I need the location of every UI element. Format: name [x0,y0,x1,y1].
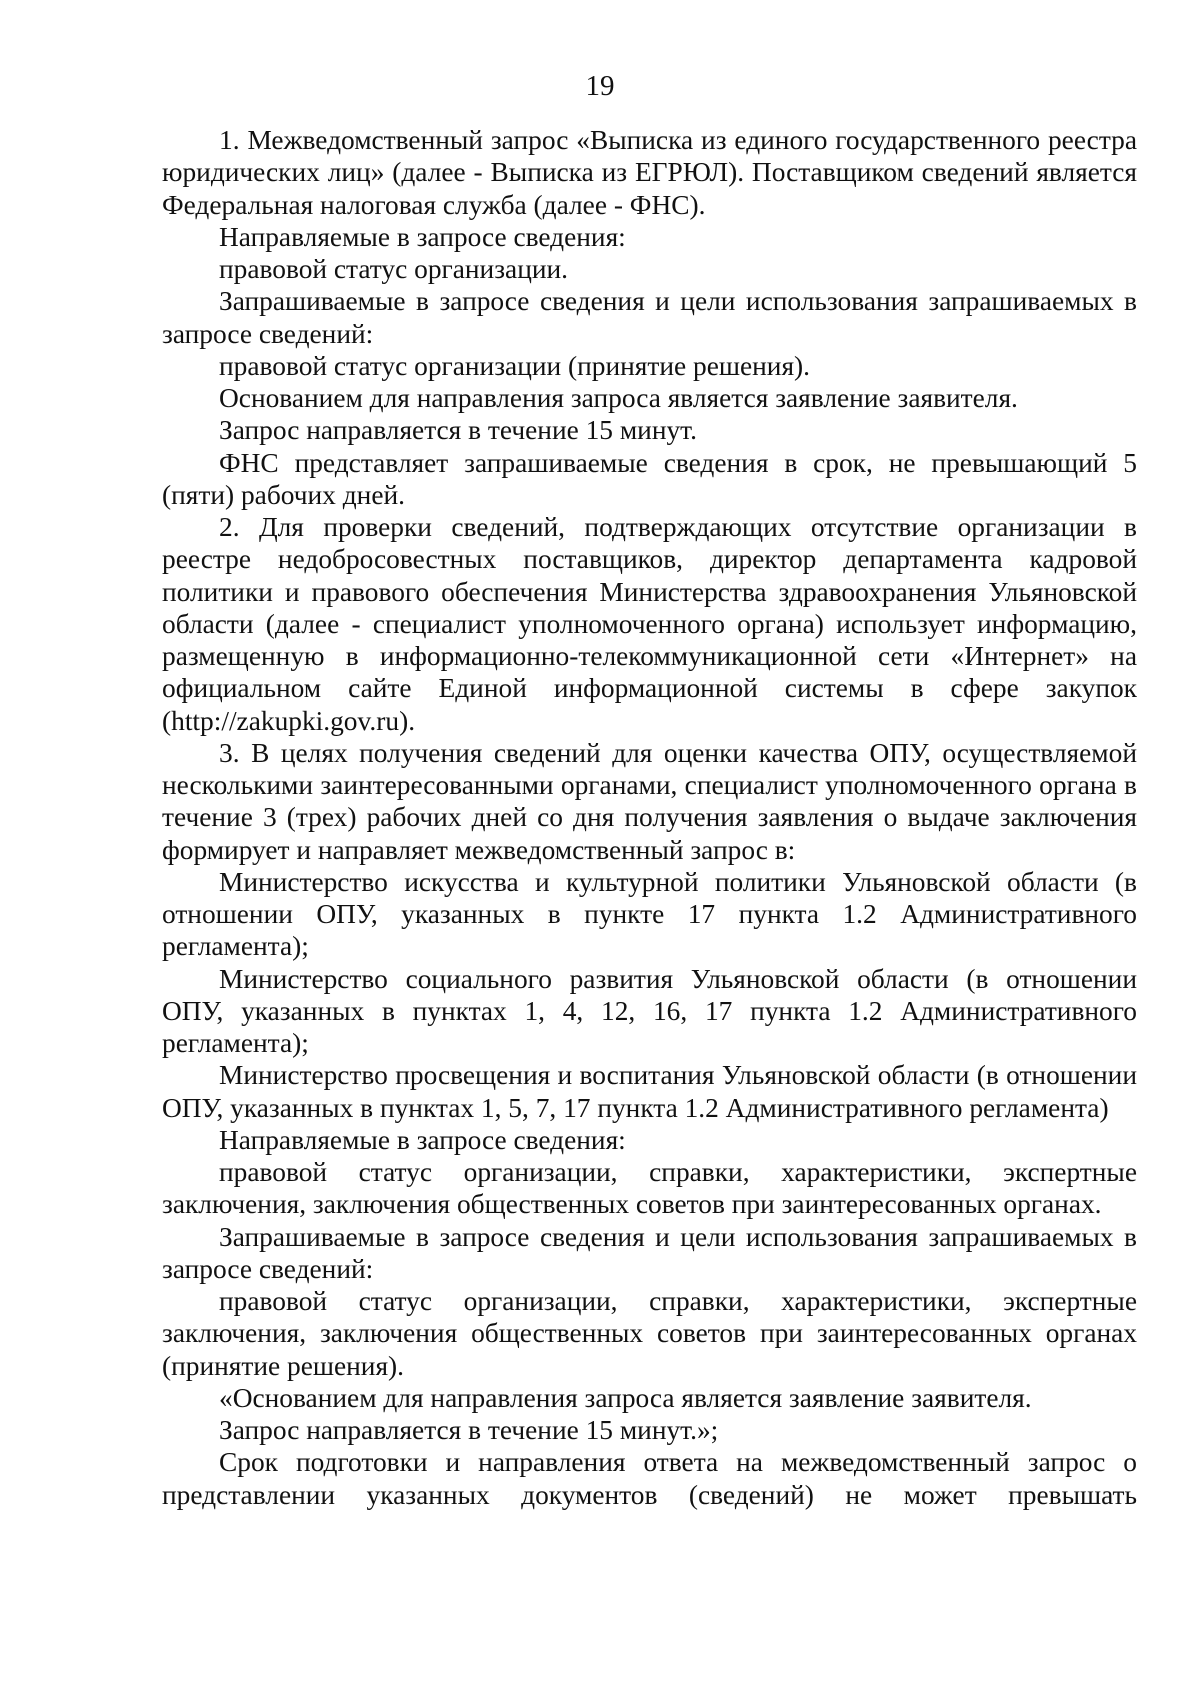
paragraph-sent-info-heading-2: Направляемые в запросе сведения: [219,1124,626,1155]
paragraph-ministry-education: Министерство просвещения и воспитания Ульяновской области (в отношении ОПУ, указанных в пунктах 1, 5, 7, 17 пункта 1.2 Административного регламента) [162,1060,1137,1123]
paragraph-ministry-social: Министерство социального развития Ульяновской области (в отношении ОПУ, указанных в пунктах 1, 4, 12, 16, 17 пункта 1.2 Административного регламента); [162,963,1137,1058]
paragraph-request-timing: Запрос направляется в течение 15 минут. [219,415,697,446]
paragraph-3-opu-quality: 3. В целях получения сведений для оценки качества ОПУ, осуществляемой несколькими заинтересованными органами, специалист уполномоченного органа в течение 3 (трех) рабочих дней со дня получения заявления о выдаче заключения формирует и направляет межведомственный запрос в: [162,737,1137,865]
document-body [162,124,1137,1511]
paragraph-response-deadline: Срок подготовки и направления ответа на межведомственный запрос о представлении указанных документов (сведений) не может превышать [162,1447,1137,1510]
paragraph-request-basis: Основанием для направления запроса является заявление заявителя. [219,383,1018,413]
paragraph-requested-info-heading: Запрашиваемые в запросе сведения и цели использования запрашиваемых в запросе сведений: [162,286,1137,349]
paragraph-sent-info-heading: Направляемые в запросе сведения: [219,221,626,252]
page-number: 19 [585,70,615,102]
paragraph-1-egrul-request: 1. Межведомственный запрос «Выписка из единого государственного реестра юридических лиц» (далее - Выписка из ЕГРЮЛ). Поставщиком сведений является Федеральная налоговая служба (далее - ФНС). [162,125,1137,220]
paragraph-sent-info-value: правовой статус организации. [219,254,569,284]
paragraph-requested-info-value: правовой статус организации (принятие решения). [219,350,811,381]
paragraph-ministry-culture: Министерство искусства и культурной политики Ульяновской области (в отношении ОПУ, указанных в пункте 17 пункта 1.2 Административного регламента); [162,866,1137,962]
paragraph-sent-info-value-2: правовой статус организации, справки, характеристики, экспертные заключения, заключения общественных советов при заинтересованных органах. [162,1157,1137,1220]
paragraph-request-basis-2: «Основанием для направления запроса является заявление заявителя. [219,1382,1032,1413]
paragraph-request-timing-2: Запрос направляется в течение 15 минут.»; [219,1415,719,1445]
paragraph-2-supplier-registry: 2. Для проверки сведений, подтверждающих отсутствие организации в реестре недобросовестных поставщиков, директор департамента кадровой политики и правового обеспечения Министерства здравоохранения Ульяновской области (далее - специалист уполномоченного органа) использует информацию, размещенную в информационно-телекоммуникационной сети «Интернет» на официальном сайте Единой информационной системы в сфере закупок (http://zakupki.gov.ru). [162,512,1137,736]
paragraph-fns-deadline: ФНС представляет запрашиваемые сведения в срок, не превышающий 5 (пяти) рабочих дней. [162,447,1137,510]
paragraph-requested-info-value-2: правовой статус организации, справки, характеристики, экспертные заключения, заключения общественных советов при заинтересованных органах (принятие решения). [162,1286,1137,1381]
paragraph-requested-info-heading-2: Запрашиваемые в запросе сведения и цели использования запрашиваемых в запросе сведений: [162,1221,1137,1284]
